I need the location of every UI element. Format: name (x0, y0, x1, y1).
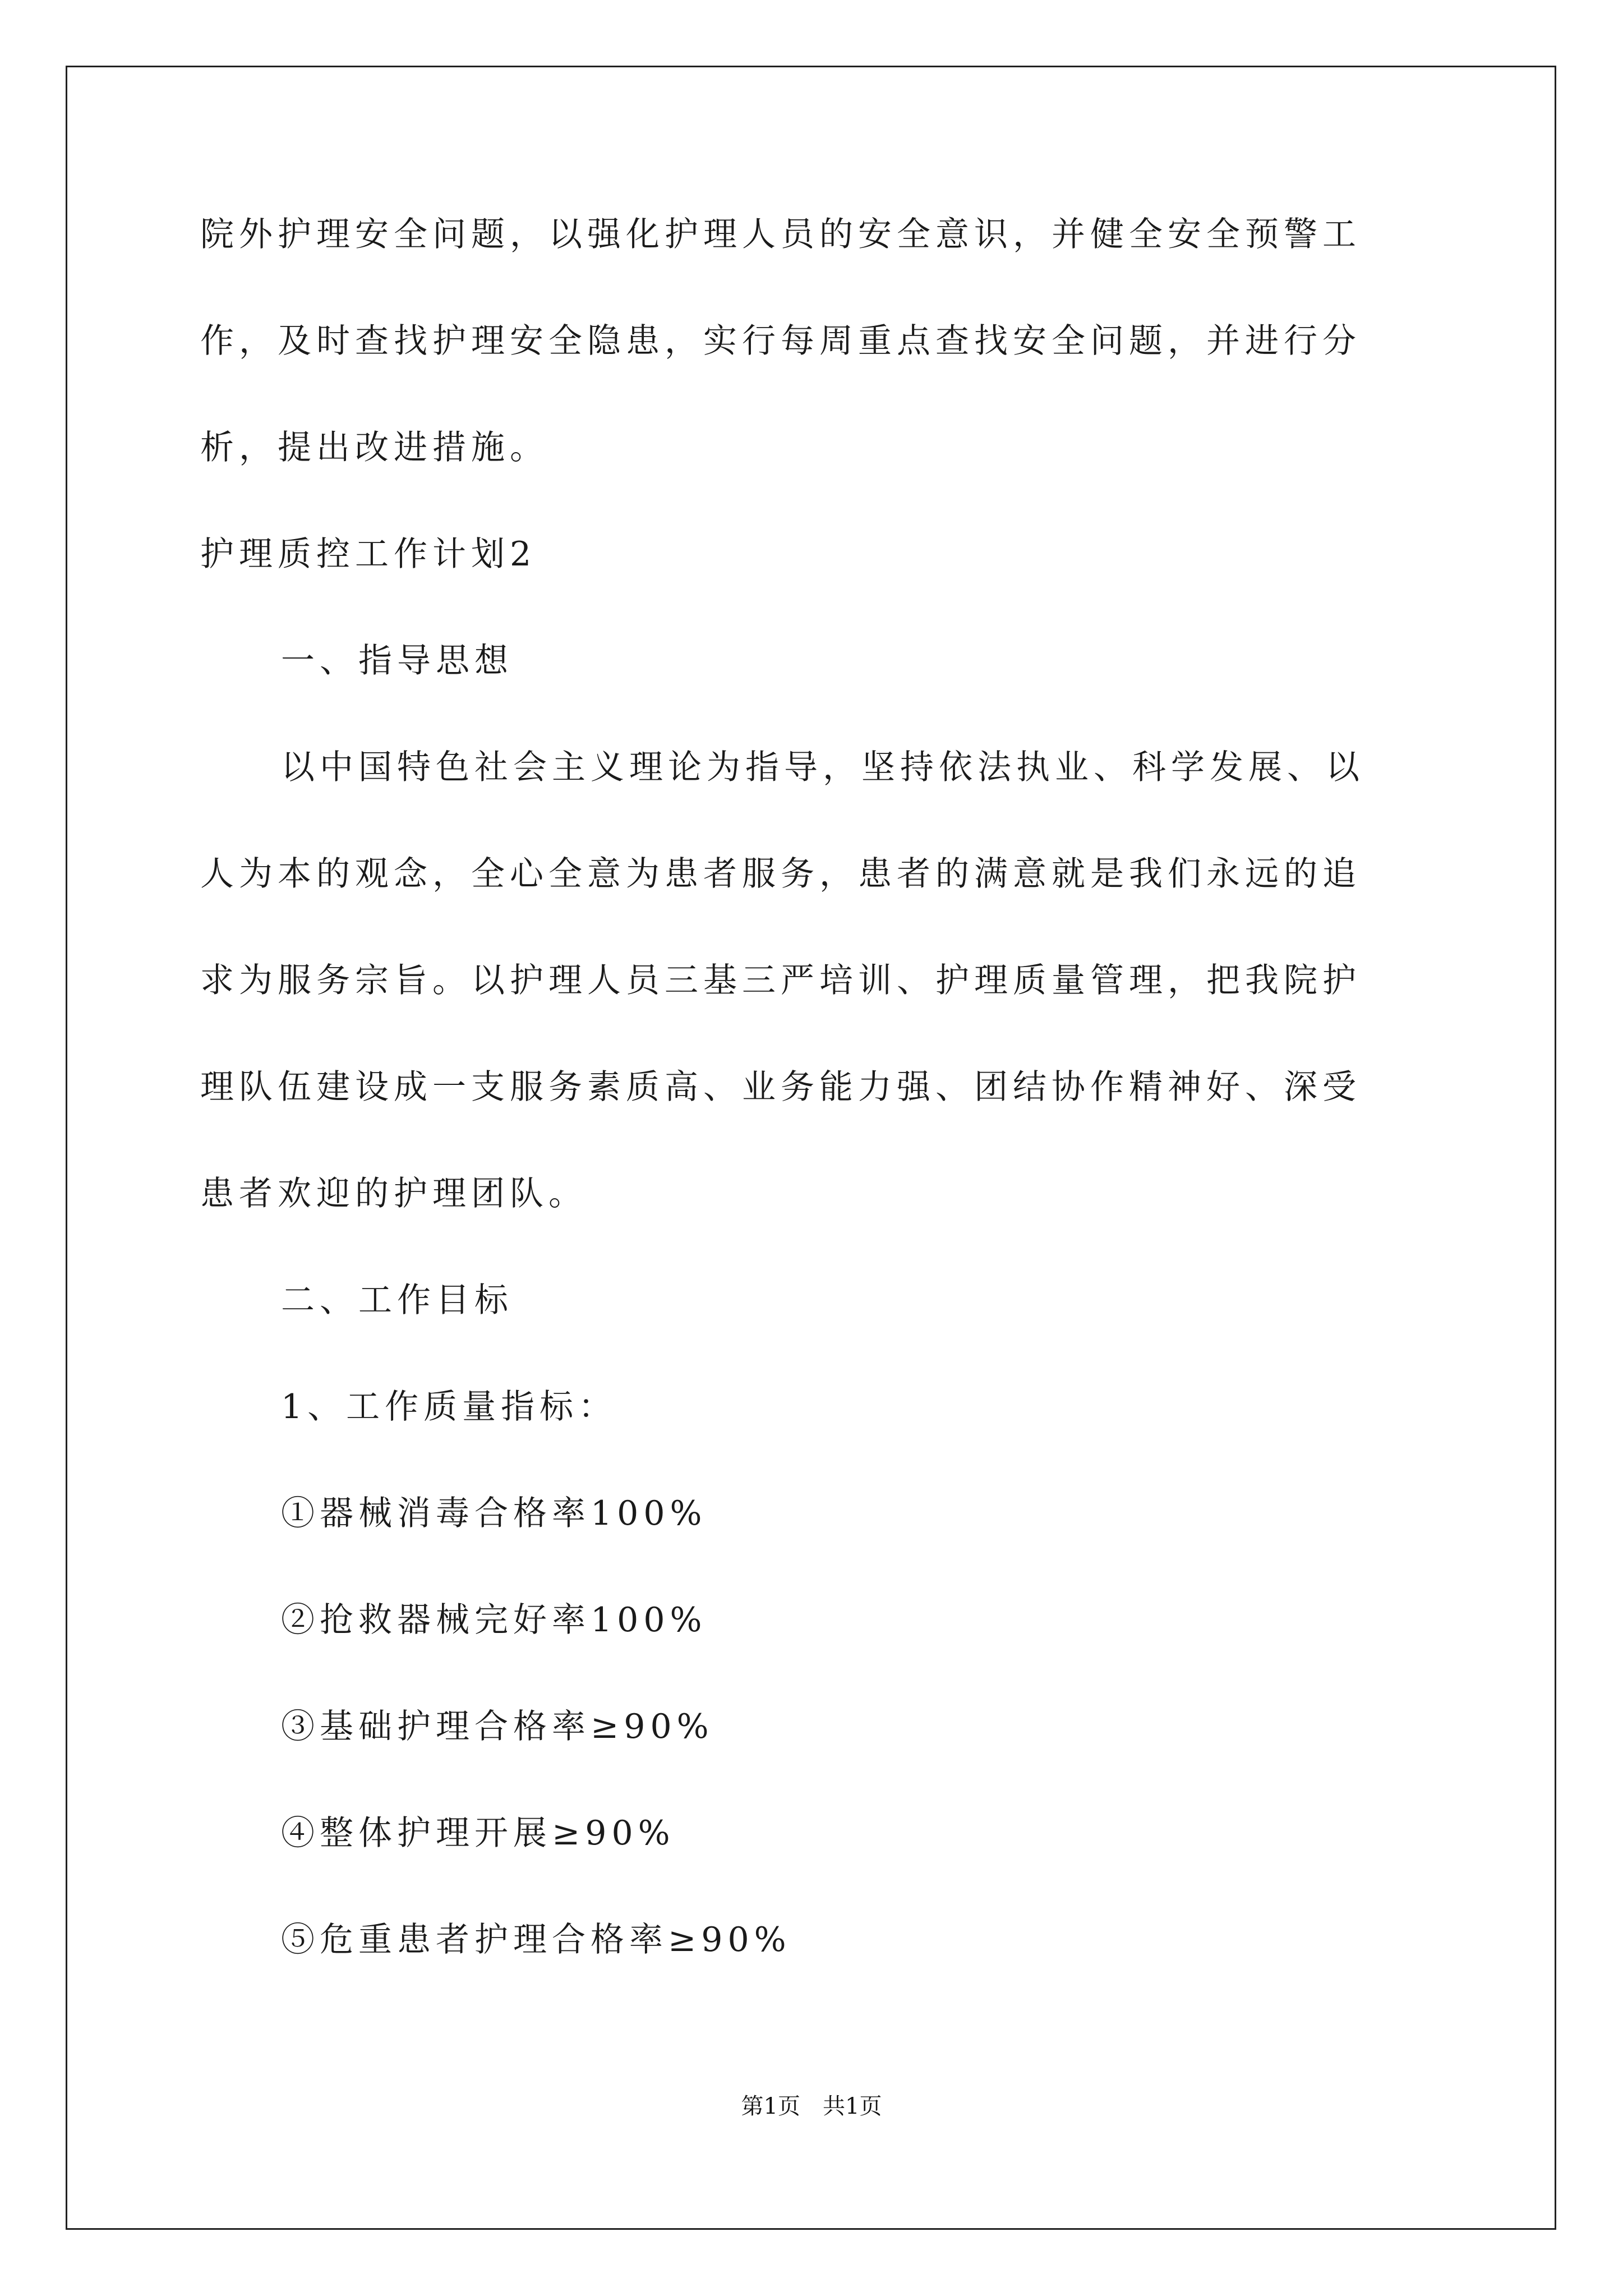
paragraph-line: 析，提出改进措施。 (200, 428, 548, 467)
paragraph-line: 求为服务宗旨。以护理人员三基三严培训、护理质量管理，把我院护 (200, 961, 1361, 1000)
paragraph-line: 人为本的观念，全心全意为患者服务，患者的满意就是我们永远的追 (200, 854, 1361, 894)
work-goals-heading: 二、工作目标 (281, 1281, 513, 1320)
guiding-ideology-heading: 一、指导思想 (281, 641, 513, 680)
paragraph-line: 以中国特色社会主义理论为指导，坚持依法执业、科学发展、以 (281, 748, 1364, 787)
page-border (66, 66, 1556, 2230)
section-title: 护理质控工作计划2 (200, 535, 537, 574)
page-footer: 第1页 共1页 (741, 2093, 882, 2119)
paragraph-line: 患者欢迎的护理团队。 (200, 1174, 587, 1213)
list-item: ④整体护理开展≥90% (281, 1814, 675, 1853)
list-item: ⑤危重患者护理合格率≥90% (281, 1920, 791, 1959)
paragraph-line: 理队伍建设成一支服务素质高、业务能力强、团结协作精神好、深受 (200, 1068, 1361, 1107)
list-item: ①器械消毒合格率100% (281, 1494, 707, 1533)
quality-indicators-subheading: 1、工作质量指标： (281, 1387, 617, 1427)
list-item: ②抢救器械完好率100% (281, 1600, 707, 1640)
list-item: ③基础护理合格率≥90% (281, 1707, 714, 1746)
paragraph-line: 作，及时查找护理安全隐患，实行每周重点查找安全问题，并进行分 (200, 321, 1361, 361)
paragraph-line: 院外护理安全问题，以强化护理人员的安全意识，并健全安全预警工 (200, 215, 1361, 254)
